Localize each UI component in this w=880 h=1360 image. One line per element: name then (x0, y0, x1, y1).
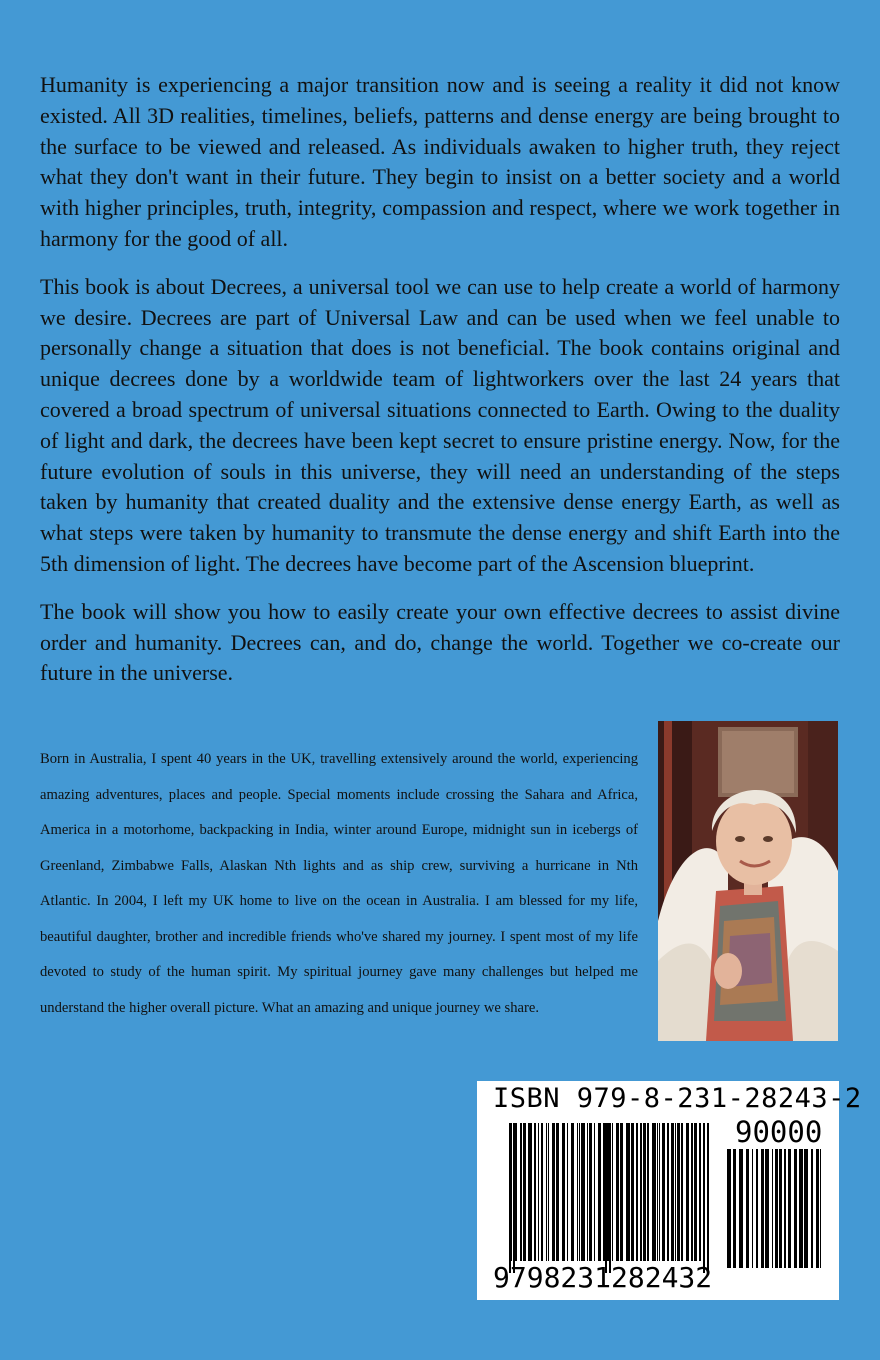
blurb-paragraph-2: This book is about Decrees, a universal tool we can use to help create a world of harmony we desire. Decrees are part of Universal Law and can be used when we feel unable to personally change a situation that does is not beneficial. The book contains original and unique decrees done by a worldwide team of lightworkers over the last 24 years that covered a broad spectrum of universal situations connected to Earth. Owing to the duality of light and dark, the decrees have been kept secret to ensure pristine energy. Now, for the future evolution of souls in this universe, they will need an understanding of the steps taken by humanity that created duality and the extensive dense energy Earth, as well as what steps were taken by humanity to transmute the dense energy and shift Earth into the 5th dimension of light. The decrees have become part of the Ascension blueprint. (40, 273, 840, 576)
ean-digits: 9798231282432 (493, 1261, 713, 1294)
blurb-paragraph-3: The book will show you how to easily create your own effective decrees to assist divine order and humanity. Decrees can, and do, change the world. Together we co-create our future in the universe. (40, 598, 840, 686)
isbn-number: ISBN 979-8-231-28243-2 (493, 1083, 862, 1114)
back-cover-blurb (40, 70, 840, 706)
price-code: 90000 (735, 1115, 823, 1149)
author-photo (658, 721, 838, 1041)
isbn-barcode (477, 1081, 862, 1300)
blurb-paragraph-1: Humanity is experiencing a major transition now and is seeing a reality it did not know existed. All 3D realities, timelines, beliefs, patterns and dense energy are being brought to the surface to be viewed and released. As individuals awaken to higher truth, they reject what they don't want in their future. They begin to insist on a better society and a world with higher principles, truth, integrity, compassion and respect, where we work together in harmony for the good of all. (40, 72, 840, 251)
author-bio: Born in Australia, I spent 40 years in the UK, travelling extensively around the world, experiencing amazing adventures, places and people. Special moments include crossing the Sahara and Africa, America in a motorhome, backpacking in India, winter around Europe, midnight sun in icebergs of Greenland, Zimbabwe Falls, Alaskan Nth lights and as ship crew, surviving a hurricane in Nth Atlantic. In 2004, I left my UK home to live on the ocean in Australia. I am blessed for my life, beautiful daughter, brother and incredible friends who've shared my journey. I spent most of my life devoted to study of the human spirit. My spiritual journey gave many challenges but helped me understand the higher overall picture. What an amazing and unique journey we share. (40, 751, 638, 1016)
